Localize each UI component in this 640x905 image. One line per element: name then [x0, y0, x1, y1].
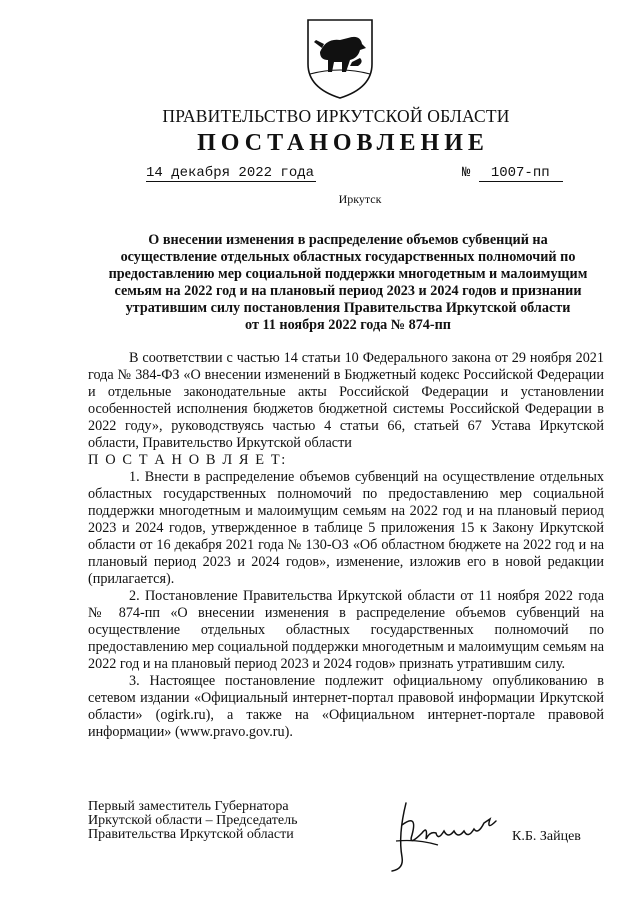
document-number	[462, 165, 563, 182]
title-line: осуществление отдельных областных государственных полномочий по	[120, 249, 576, 265]
title-line: от 11 ноября 2022 года № 874-пп	[245, 317, 451, 333]
document-title	[88, 232, 608, 334]
position-line: Первый заместитель Губернатора	[88, 799, 289, 814]
position-line: Иркутской области – Председатель	[88, 813, 298, 828]
title-line: утратившим силу постановления Правительства Иркутской области	[125, 300, 571, 316]
city: Иркутск	[338, 192, 382, 206]
number-value: 1007-пп	[479, 165, 563, 182]
item-1: 1. Внести в распределение объемов субвенций на осуществление отдельных областных государственных полномочий по предоставлению мер социальной поддержки многодетным и малоимущим семьям на 2022 год и на плановый период 2023 и 2024 годов, утвержденное в таблице 5 приложения 15 к Закону Иркутской области от 16 декабря 2021 года № 130-ОЗ «Об областном бюджете на 2022 год и на плановый период 2023 и 2024 годов», изменение, изложив его в новой редакции (прилагается).	[88, 469, 604, 587]
irkutsk-coat-of-arms-icon	[300, 14, 380, 100]
preamble-paragraph: В соответствии с частью 14 статьи 10 Федерального закона от 29 ноября 2021 года № 384-ФЗ «О внесении изменений в Бюджетный кодекс Российской Федерации и отдельные законодательные акты Российской Федерации и установлении особенностей исполнения бюджетов бюджетной системы Российской Федерации в 2022 году», руководствуясь частью 4 статьи 66, статьей 67 Устава Иркутской области, Правительство Иркутской области	[88, 350, 604, 451]
signatory-position	[88, 800, 297, 842]
signatory-name: К.Б. Зайцев	[512, 829, 581, 844]
item-3: 3. Настоящее постановление подлежит официальному опубликованию в сетевом издании «Официальный интернет-портал правовой информации Иркутской области» (ogirk.ru), а также на «Официальном интернет-портале правовой информации» (www.pravo.gov.ru).	[88, 673, 604, 740]
title-line: О внесении изменения в распределение объемов субвенций на	[148, 232, 548, 248]
ruling-word: П О С Т А Н О В Л Я Е Т:	[88, 452, 287, 468]
title-line: предоставлению мер социальной поддержки многодетным и малоимущим	[108, 266, 588, 282]
handwritten-signature	[378, 795, 518, 875]
item-2: 2. Постановление Правительства Иркутской области от 11 ноября 2022 года № 874-пп «О внесении изменения в распределение объемов субвенций на осуществление отдельных областных государственных полномочий по предоставлению мер социальной поддержки многодетным и малоимущим семьям на 2022 год и на плановый период 2023 и 2024 годов» признать утратившим силу.	[88, 588, 604, 672]
document-body	[88, 350, 604, 741]
title-line: семьям на 2022 год и на плановый период 2023 и 2024 годов и признании	[114, 283, 582, 299]
document-date: 14 декабря 2022 года	[146, 165, 315, 181]
number-prefix: №	[462, 165, 471, 181]
position-line: Правительства Иркутской области	[88, 827, 294, 842]
government-name: ПРАВИТЕЛЬСТВО ИРКУТСКОЙ ОБЛАСТИ	[162, 106, 510, 126]
document-type: ПОСТАНОВЛЕНИЕ	[197, 130, 489, 156]
